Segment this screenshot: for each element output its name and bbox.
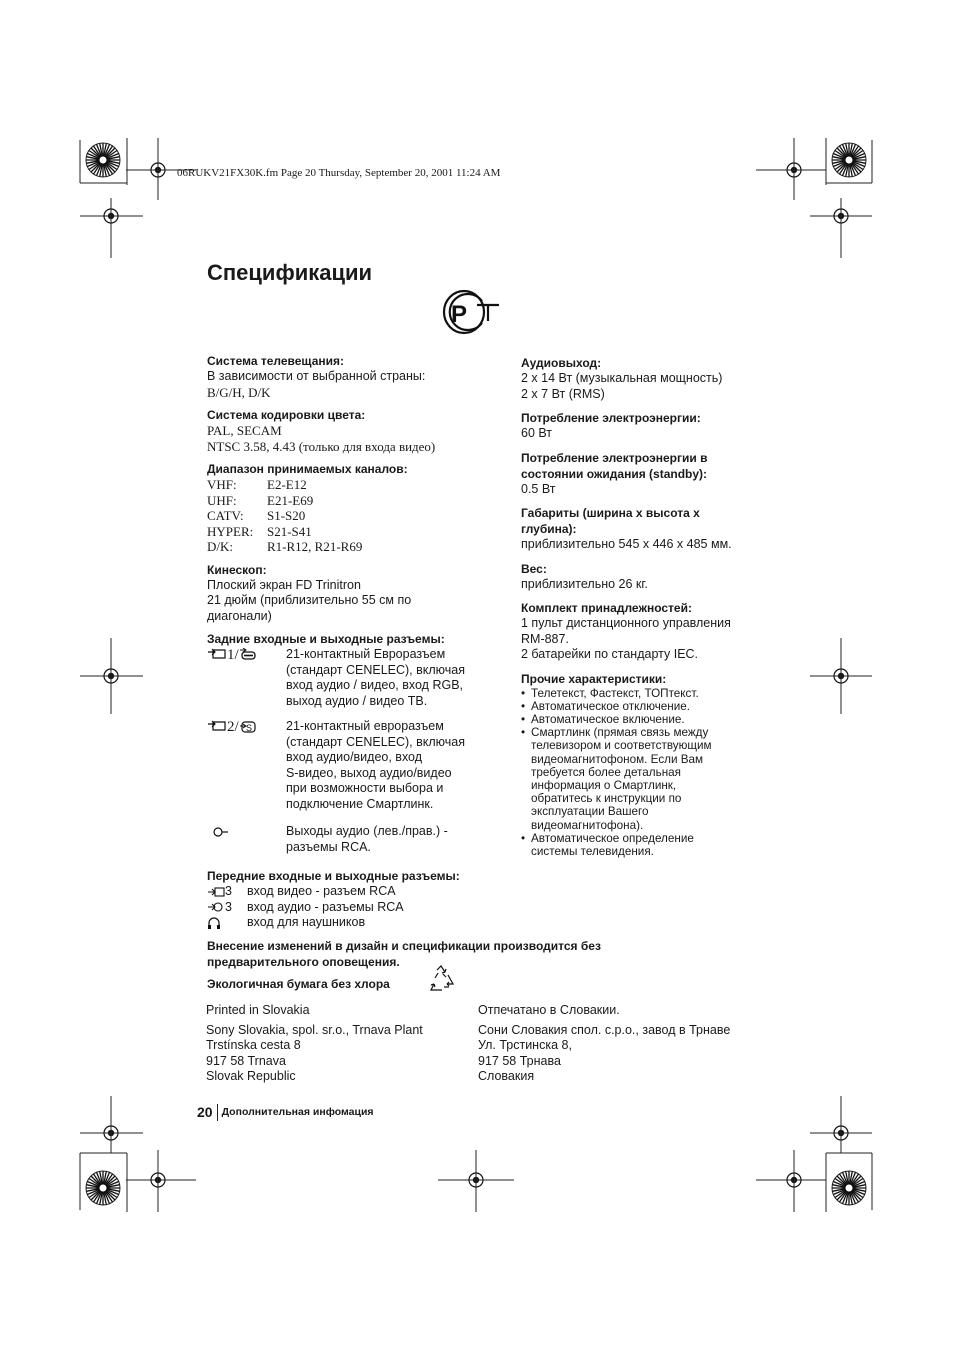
rear-connector-desc: при возможности выбора и [286,781,444,795]
rear-connector-desc: разъемы RCA. [286,839,371,854]
scart-out-icon [239,648,257,662]
rear-connectors-section [207,631,492,855]
channel-range: S21-S41 [267,523,312,539]
front-connector-item [207,884,492,900]
svg-text:S: S [245,723,252,733]
other-features-section [521,671,749,859]
channels-heading: Диапазон принимаемых каналов: [207,462,408,476]
rear-connector-desc: подключение Смартлинк. [286,796,434,811]
footer-divider [217,1104,218,1121]
channel-band: HYPER: [207,523,254,539]
tv-system-section [207,353,492,400]
front-connector-desc: вход аудио - разъемы RCA [247,899,404,914]
eco-paper-note: Экологичная бумага без хлора [207,977,390,991]
channel-range: R1-R12, R21-R69 [267,539,363,554]
accessories-heading: Комплект принадлежностей: [521,601,692,615]
channel-band: UHF: [207,492,237,508]
audio-out-heading: Аудиовыход: [521,356,602,370]
crop-target-icon [86,143,120,177]
accessories-line: 1 пульт дистанционного управления [521,616,731,630]
print-line: Ул. Трстинска 8, [478,1038,572,1052]
channel-band: D/K: [207,539,233,554]
front-connectors-section [207,868,492,931]
pct-certification-logo [441,289,503,335]
channel-row [207,539,492,555]
channel-row [207,493,492,509]
page-title: Спецификации [207,260,373,285]
dimensions-section [521,505,749,553]
print-line: 917 58 Trnava [206,1053,286,1068]
headphones-icon [207,916,221,930]
list-item: • Телетекст, Фастекст, ТОПтекст. [521,687,721,700]
standby-heading: Потребление электроэнергии в состоянии ожидания (standby): [521,450,708,481]
front-connectors-heading: Передние входные и выходные разъемы: [207,869,460,883]
audio-out-line: 2 x 14 Вт (музыкальная мощность) [521,371,723,385]
color-system-heading: Система кодировки цвета: [207,408,366,422]
standby-line: 0.5 Вт [521,481,556,496]
print-line: 917 58 Трнава [478,1053,561,1068]
svg-text:P: P [451,301,468,328]
audio-out-icon [213,826,229,838]
accessories-line: 2 батарейки по стандарту IEC. [521,647,699,661]
scart-in-icon [207,648,227,662]
rear-connector-desc: вход аудио/видео, вход [286,750,423,764]
rear-connector-desc: (стандарт CENELEC), включая [286,734,466,749]
rear-connector-label: 2/ [227,719,239,735]
weight-line: приблизительно 26 кг. [521,576,648,591]
rear-connector-desc: (стандарт CENELEC), включая [286,662,466,677]
front-connector-label: 3 [225,899,232,914]
print-line: Словакия [478,1069,535,1083]
power-section [521,410,749,442]
tube-line: диагонали) [207,608,272,623]
print-line: Сони Словакия спол. с.р.о., завод в Трнаве [478,1022,731,1037]
front-connector-label: 3 [225,884,232,898]
rear-connector-item [207,647,492,709]
file-meta-line: 06RUKV21FX30K.fm Page 20 Thursday, September 20, 2001 11:24 AM [177,167,501,179]
channel-row [207,477,492,493]
tube-heading: Кинескоп: [207,562,267,577]
power-heading: Потребление электроэнергии: [521,411,701,425]
tv-system-line: B/G/H, D/K [207,384,271,400]
crop-target-icon [86,1171,120,1205]
rear-connector-desc: вход аудио / видео, вход RGB, [286,678,464,692]
rear-connector-item [207,719,492,812]
list-item: • Автоматическое отключение. [521,700,721,713]
audio-out-line: 2 x 7 Вт (RMS) [521,386,605,401]
front-connector-item [207,915,492,931]
tube-line: Плоский экран FD Trinitron [207,577,361,592]
audio-out-section [521,355,749,402]
print-line: Printed in Slovakia [206,1003,310,1017]
channels-section [207,461,492,555]
tube-section [207,562,492,625]
color-system-line: NTSC 3.58, 4.43 (только для входа видео) [207,438,436,454]
footer-section: Дополнительная инфомация [221,1106,374,1118]
print-line: Sony Slovakia, spol. sr.o., Trnava Plant [206,1022,423,1037]
audio-in-icon [207,901,225,913]
page-number: 20 [197,1104,213,1120]
left-column [207,353,492,931]
weight-section [521,561,749,593]
channel-band: CATV: [207,508,244,523]
dimensions-line: приблизительно 545 x 446 x 485 мм. [521,537,732,551]
dimensions-heading: Габариты (ширина x высота x глубина): [521,506,700,536]
page-footer [197,1103,374,1121]
front-connector-desc: вход для наушников [247,915,366,929]
channel-range: S1-S20 [267,508,306,523]
channel-band: VHF: [207,477,237,492]
rear-connector-desc: Выходы аудио (лев./прав.) - [286,824,448,838]
tube-line: 21 дюйм (приблизительно 55 см по [207,593,412,607]
list-item: • Смартлинк (прямая связь между телевизором и соответствующим видеомагнитофоном. Если Вам требуется более детальная информация о Смартлинк, обратитесь к инструкции по эксплуатации Вашего видеомагнитофона). [521,726,721,832]
list-item: • Автоматическое определение системы телевидения. [521,832,721,858]
list-item: • Автоматическое включение. [521,713,721,726]
scart-in-icon [207,720,227,734]
print-line: Slovak Republic [206,1069,296,1083]
rear-connector-desc: S-видео, выход аудио/видео [286,765,452,780]
right-column [521,355,749,858]
other-features-heading: Прочие характеристики: [521,671,667,686]
change-notice: Внесение изменений в дизайн и спецификации производится без предварительного оповещения. [207,939,601,969]
weight-heading: Вес: [521,561,547,576]
channel-range: E21-E69 [267,492,314,508]
channel-range: E2-E12 [267,477,307,492]
crop-target-icon [832,1171,866,1205]
print-line: Отпечатано в Словакии. [478,1003,620,1017]
rear-connector-desc: 21-контактный евроразъем [286,719,444,733]
rear-connectors-heading: Задние входные и выходные разъемы: [207,632,445,646]
rear-connector-item [207,824,492,855]
other-features-list [521,687,721,859]
power-line: 60 Вт [521,426,553,440]
print-line: Trstínska cesta 8 [206,1038,301,1052]
recycle-icon [427,965,455,993]
rear-connector-label: 1/ [227,647,239,663]
channel-row [207,524,492,540]
rear-connector-desc: 21-контактный Евроразъем [286,647,446,661]
tv-system-line: В зависимости от выбранной страны: [207,369,426,383]
accessories-line: RM-887. [521,631,569,646]
color-system-line: PAL, SECAM [207,423,282,438]
channel-row [207,508,492,524]
tv-system-heading: Система телевещания: [207,354,344,368]
print-info-en [206,1003,466,1085]
standby-section [521,450,749,498]
front-connector-desc: вход видео - разъем RCA [247,884,396,898]
print-info-ru [478,1003,768,1085]
front-connector-item [207,900,492,916]
color-system-section [207,407,492,454]
accessories-section [521,600,749,663]
video-in-icon [207,886,225,898]
scart-s-icon [239,720,257,734]
rear-connector-desc: выход аудио / видео ТВ. [286,693,428,708]
crop-target-icon [832,143,866,177]
